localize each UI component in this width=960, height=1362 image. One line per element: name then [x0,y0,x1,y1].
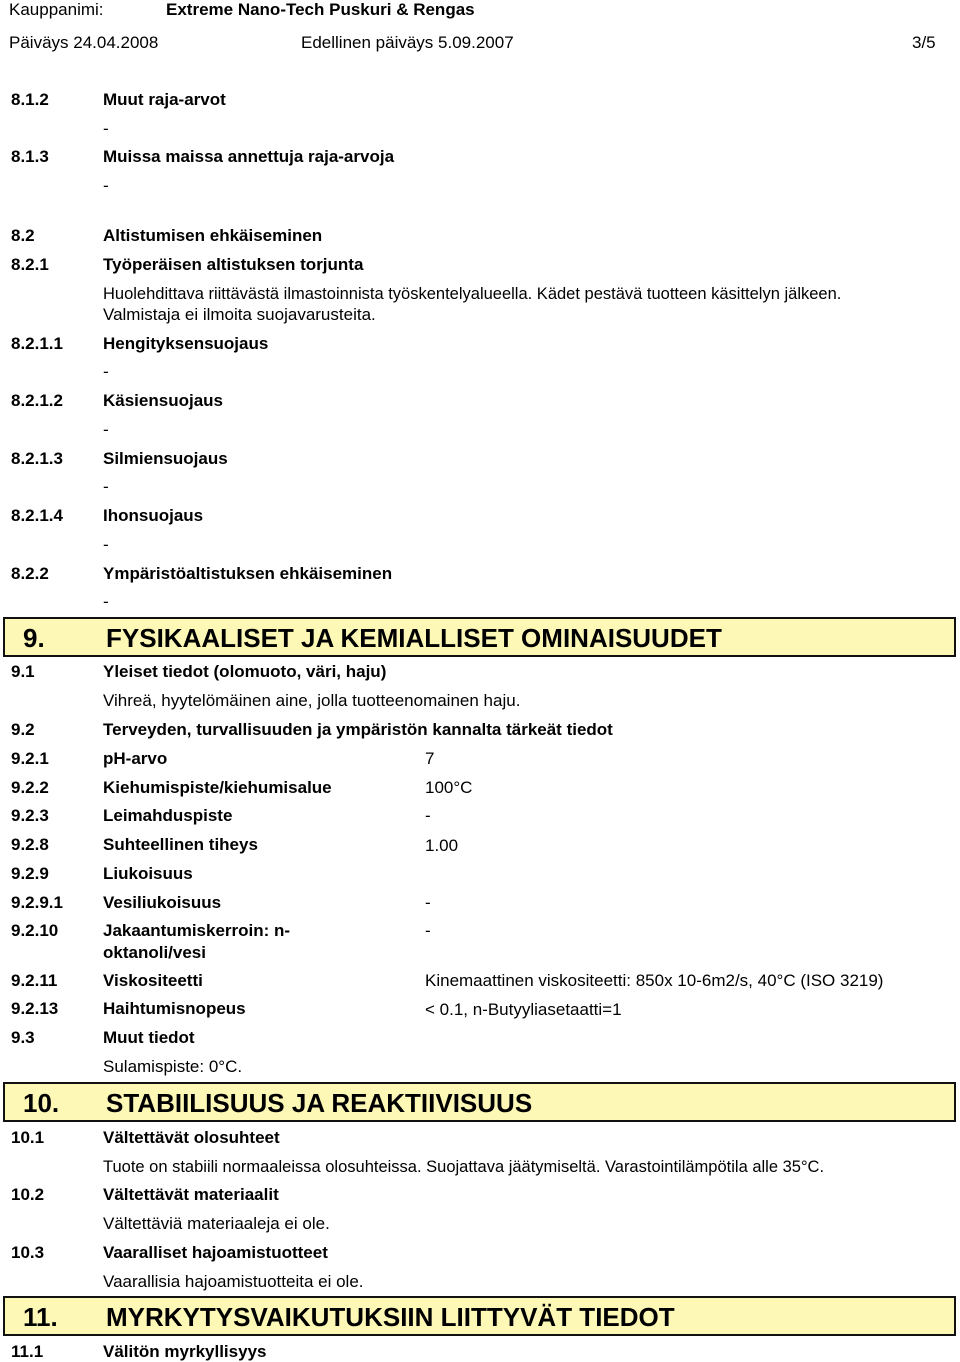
property-value: < 0.1, n-Butyyliasetaatti=1 [425,1000,622,1019]
section-9-title: FYSIKAALISET JA KEMIALLISET OMINAISUUDET [106,623,722,653]
section-title: Silmiensuojaus [103,449,228,468]
section-title: Altistumisen ehkäiseminen [103,226,323,245]
section-title: Työperäisen altistuksen torjunta [103,255,364,274]
section-number: 8.2.2 [11,564,49,583]
section-number: 8.2.1.1 [11,334,63,353]
section-text: Valmistaja ei ilmoita suojavarusteita. [103,305,376,324]
property-number: 9.2.2 [11,778,49,797]
section-11-title: MYRKYTYSVAIKUTUKSIIN LIITTYVÄT TIEDOT [106,1302,675,1332]
property-number: 9.2.3 [11,806,49,825]
section-11-number: 11. [23,1302,58,1332]
property-label: Vesiliukoisuus [103,893,222,912]
section-title: Vaaralliset hajoamistuotteet [103,1243,328,1262]
property-label: Jakaantumiskerroin: n- [103,921,291,940]
property-value: - [425,893,431,912]
property-value: 1.00 [425,836,459,855]
property-value: 100°C [425,778,473,797]
property-label: Kiehumispiste/kiehumisalue [103,778,332,797]
section-title: Yleiset tiedot (olomuoto, väri, haju) [103,662,387,681]
section-value: - [103,535,109,554]
section-number: 8.1.3 [11,147,49,166]
previous-date: Edellinen päiväys 5.09.2007 [301,33,514,52]
property-number: 9.2.11 [11,971,58,990]
section-value: - [103,420,109,439]
section-number: 8.2 [11,226,35,245]
product-name: Extreme Nano-Tech Puskuri & Rengas [166,0,475,19]
property-value: - [425,806,431,825]
property-value: Kinemaattinen viskositeetti: 850x 10-6m2/s, 40°C (ISO 3219) [425,971,884,990]
section-11-header [3,1296,956,1336]
section-number: 9.2 [11,720,35,739]
property-number: 9.2.13 [11,999,59,1018]
section-number: 9.1 [11,662,35,681]
section-value: - [103,477,109,496]
section-value: - [103,119,109,138]
section-9-number: 9. [23,623,45,653]
section-number: 11.1 [11,1342,44,1361]
property-number: 9.2.9.1 [11,893,63,912]
property-label-continued: oktanoli/vesi [103,943,206,962]
property-label: Viskositeetti [103,971,203,990]
section-title: Käsiensuojaus [103,391,223,410]
section-title: Hengityksensuojaus [103,334,269,353]
section-10-header [3,1082,956,1122]
section-number: 8.2.1.2 [11,391,63,410]
property-label: Liukoisuus [103,864,193,883]
property-label: Haihtumisnopeus [103,999,246,1018]
property-number: 9.2.9 [11,864,49,883]
section-number: 10.3 [11,1243,45,1262]
section-text: Huolehdittava riittävästä ilmastoinnista työskentelyalueella. Kädet pestävä tuotteen käsittelyn jälkeen. [103,285,842,303]
page-number: 3/5 [912,33,936,52]
section-title: Vältettävät materiaalit [103,1185,279,1204]
section-title: Ihonsuojaus [103,506,204,525]
section-number: 9.3 [11,1028,35,1047]
section-text: Sulamispiste: 0°C. [103,1057,243,1076]
section-text: Vältettäviä materiaaleja ei ole. [103,1214,330,1233]
property-number: 9.2.8 [11,835,49,854]
section-10-title: STABIILISUUS JA REAKTIIVISUUS [106,1088,533,1118]
section-title: Ympäristöaltistuksen ehkäiseminen [103,564,393,583]
section-title: Muissa maissa annettuja raja-arvoja [103,147,395,166]
property-label: Suhteellinen tiheys [103,835,258,854]
section-number: 8.2.1.3 [11,449,63,468]
section-title: Terveyden, turvallisuuden ja ympäristön kannalta tärkeät tiedot [103,720,613,739]
section-9-header [3,617,956,657]
section-number: 10.2 [11,1185,45,1204]
section-title: Välitön myrkyllisyys [103,1342,267,1361]
section-title: Muut raja-arvot [103,90,226,109]
section-title: Vältettävät olosuhteet [103,1128,280,1147]
property-number: 9.2.10 [11,921,59,940]
section-number: 8.2.1.4 [11,506,63,525]
header-label: Kauppanimi: [9,0,104,19]
section-title: Muut tiedot [103,1028,195,1047]
section-value: - [103,592,109,611]
document-date: Päiväys 24.04.2008 [9,33,159,52]
property-label: Leimahduspiste [103,806,233,825]
section-text: Vihreä, hyytelömäinen aine, jolla tuotteenomainen haju. [103,691,521,710]
property-value: 7 [425,749,435,768]
section-text: Tuote on stabiili normaaleissa olosuhteissa. Suojattava jäätymiseltä. Varastointilämpötila alle 35°C. [103,1158,825,1176]
section-10-number: 10. [23,1088,60,1118]
section-number: 8.2.1 [11,255,49,274]
section-text: Vaarallisia hajoamistuotteita ei ole. [103,1272,364,1291]
property-number: 9.2.1 [11,749,49,768]
section-value: - [103,176,109,195]
property-value: - [425,921,431,940]
section-number: 10.1 [11,1128,45,1147]
property-label: pH-arvo [103,749,168,768]
section-number: 8.1.2 [11,90,49,109]
section-value: - [103,362,109,381]
